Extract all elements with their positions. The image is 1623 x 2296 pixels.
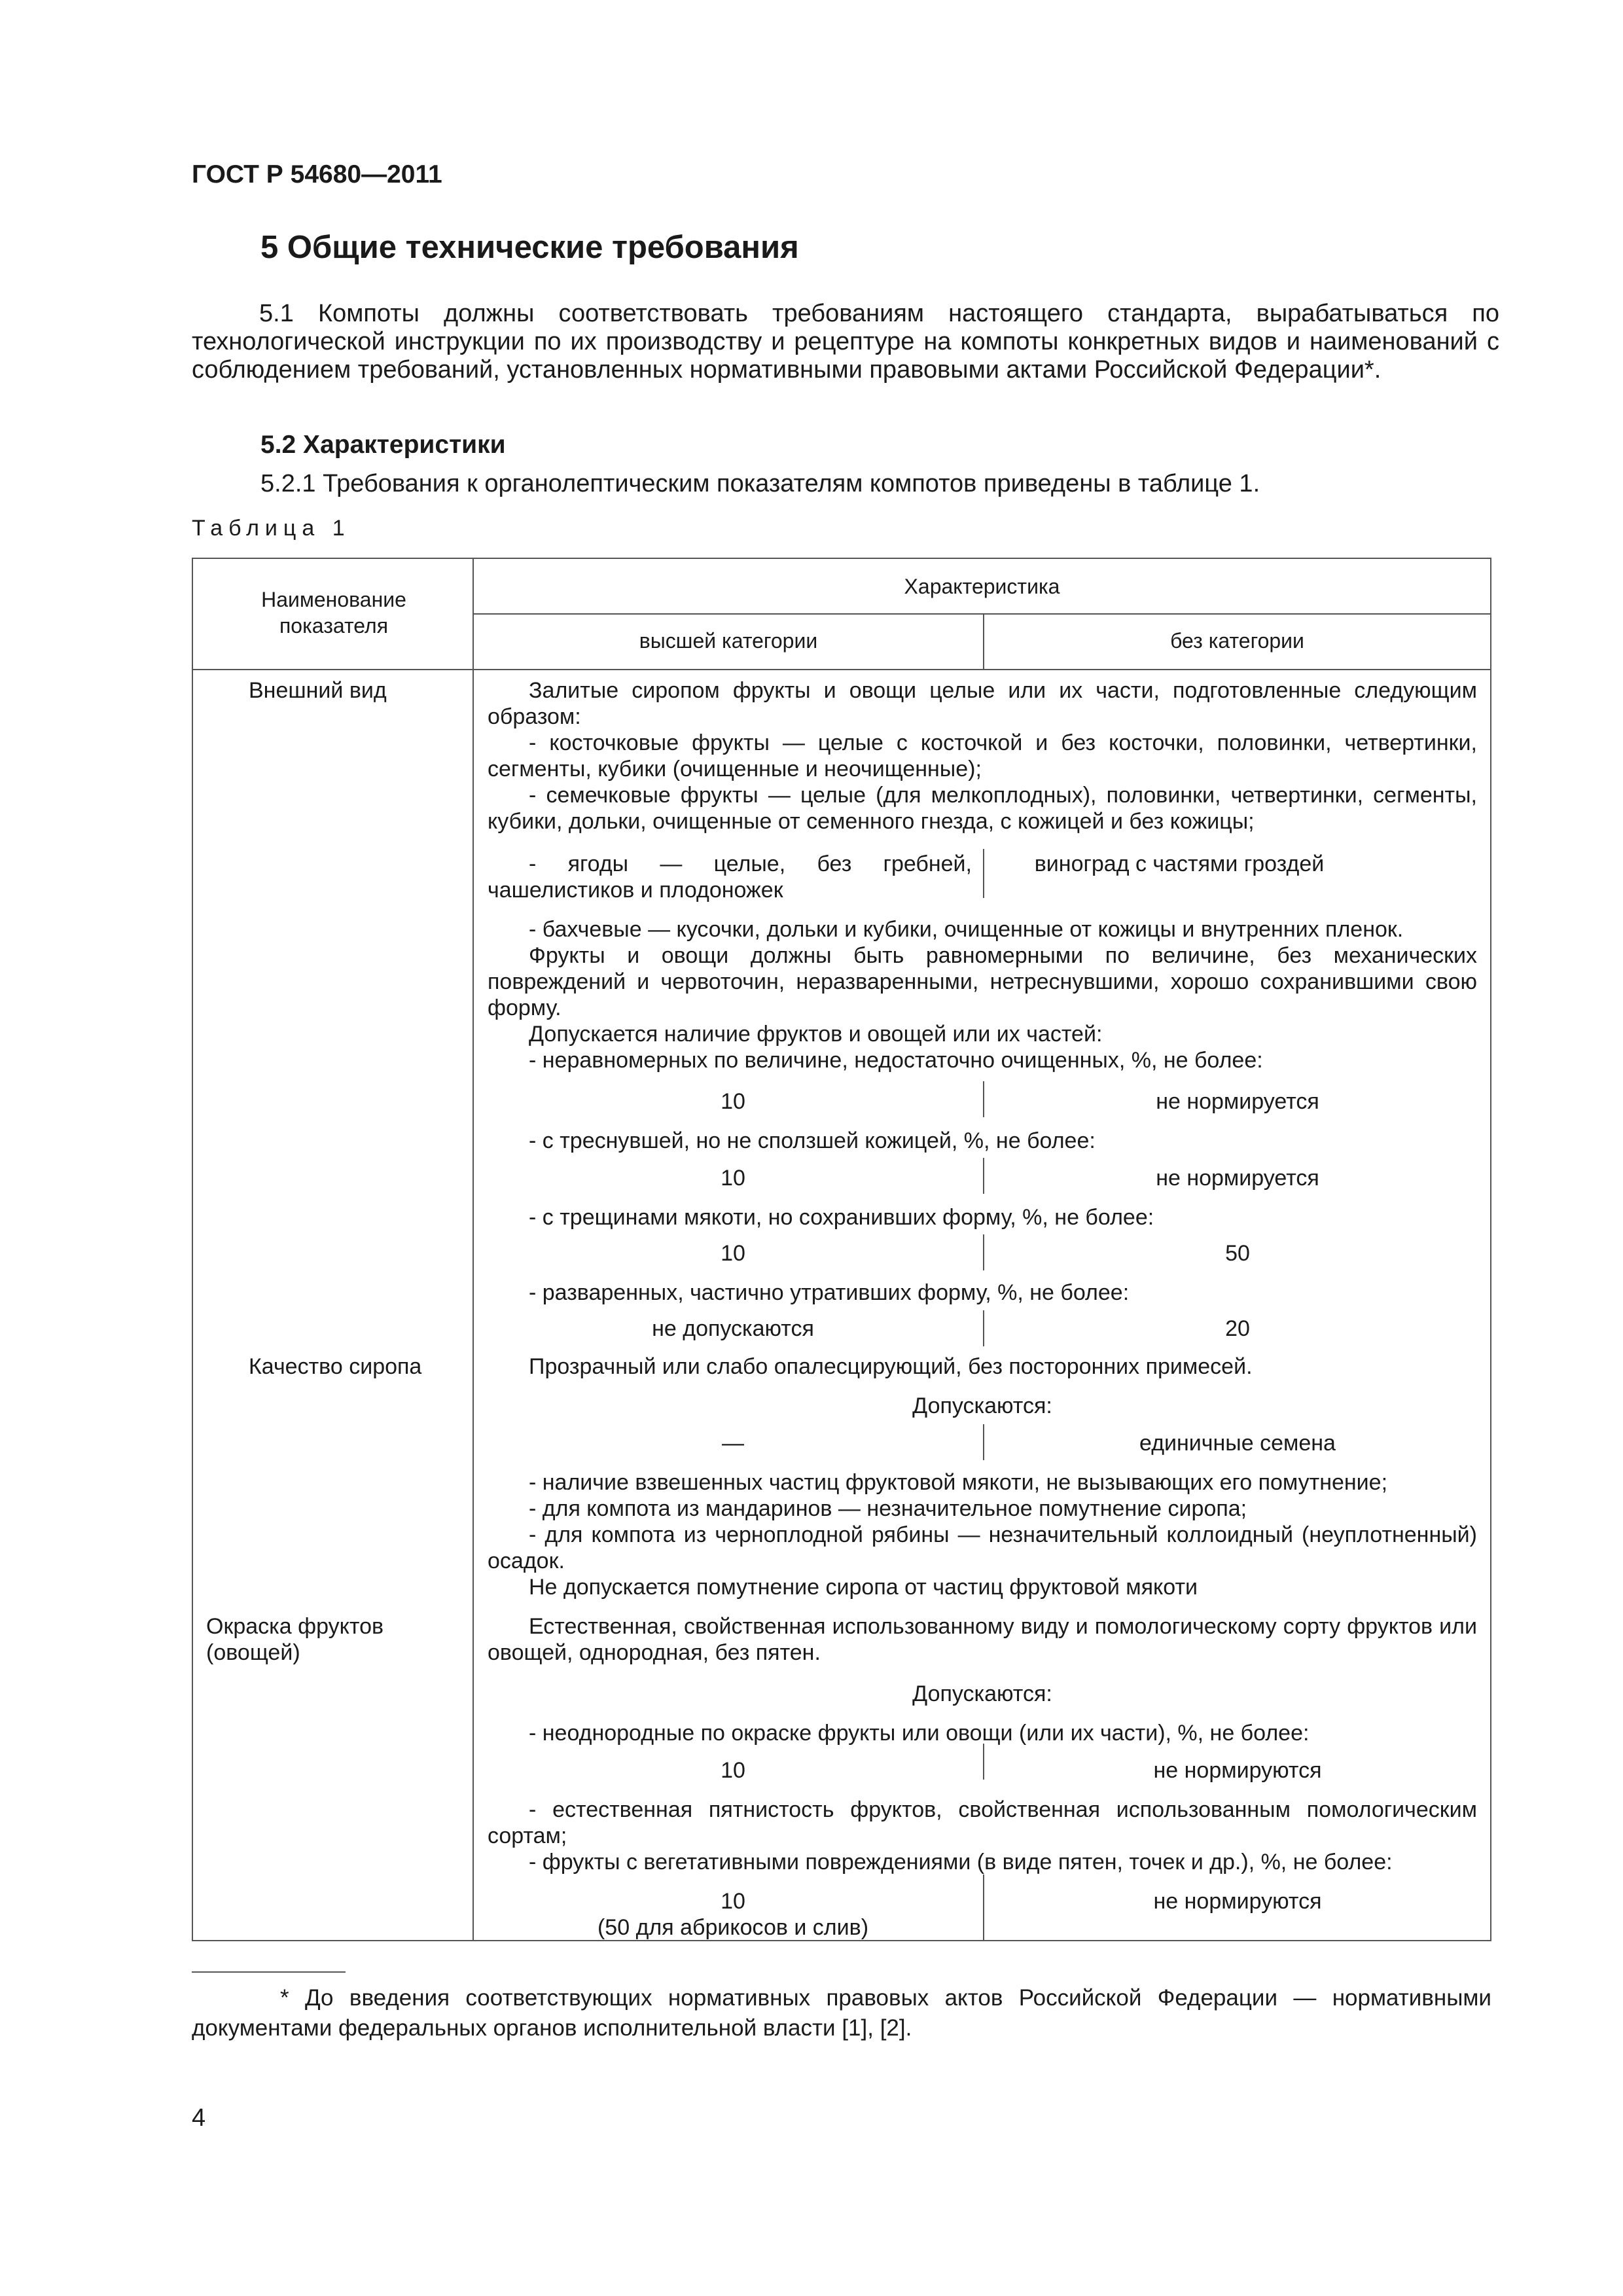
appearance-allowed: Допускается наличие фруктов и овощей или их частей: [529, 1022, 1103, 1047]
th-characteristic: Характеристика [904, 575, 1060, 598]
seeds-c2: единичные семена [1139, 1431, 1336, 1456]
pulp-c1: 10 [721, 1241, 745, 1266]
color-natural-text: Естественная, свойственная использованному виду и помологическому сорту фруктов или овощей, однородная, без пятен. [488, 1614, 1477, 1665]
appearance-melons: - бахчевые — кусочки, дольки и кубики, очищенные от кожицы и внутренних пленок. [529, 917, 1404, 942]
appearance-uneven: - неравномерных по величине, недостаточно очищенных, %, не более: [529, 1048, 1263, 1073]
paragraph-5-2-1: 5.2.1 Требования к органолептическим показателям компотов приведены в таблице 1. [260, 470, 1260, 497]
nonuni-c2: не нормируются [1153, 1758, 1322, 1783]
pulp-c2: 50 [1225, 1241, 1250, 1266]
label-color-1: Окраска фруктов [206, 1614, 384, 1639]
appearance-pome: - семечковые фрукты — целые (для мелкоплодных), половинки, четвертинки, сегменты, кубики, дольки, очищенные от семенного гнезда, с кожицей и без кожицы; [488, 783, 1477, 834]
th-no-category: без категории [1170, 629, 1304, 653]
syrup-no-turbid: Не допускается помутнение сиропа от частиц фруктовой мякоти [529, 1575, 1198, 1600]
color-nonuniform-text: - неоднородные по окраске фрукты или овощи (или их части), %, не более: [529, 1721, 1310, 1746]
page-number: 4 [192, 2104, 206, 2132]
label-appearance: Внешний вид [249, 678, 387, 703]
veg-c2: не нормируются [1153, 1889, 1322, 1914]
subsection-title: 5.2 Характеристики [260, 431, 506, 459]
appearance-text [488, 677, 1477, 834]
section-title: 5 Общие технические требования [260, 230, 799, 265]
color-text-2 [488, 1797, 1477, 1875]
appearance-uniform: Фрукты и овощи должны быть равномерными по величине, без механических повреждений и червоточин, неразваренными, нетреснувшими, хорошо сохранившими свою форму. [488, 943, 1477, 1020]
table-caption: Таблица 1 [192, 516, 351, 541]
berries-c1: - ягоды — целые, без гребней, чашелистиков и плодоножек [488, 852, 972, 903]
appearance-pulp [488, 1204, 1477, 1230]
syrup-suspended: - наличие взвешенных частиц фруктовой мякоти, не вызывающих его помутнение; [529, 1470, 1388, 1495]
label-color [206, 1613, 458, 1666]
color-spotting: - естественная пятнистость фруктов, свойственная использованным помологическим сортам; [488, 1797, 1477, 1848]
uneven-c2: не нормируется [1156, 1089, 1319, 1114]
syrup-allowed: Допускаются: [912, 1393, 1052, 1418]
color-vegetative: - фрукты с вегетативными повреждениями (в виде пятен, точек и др.), %, не более: [529, 1850, 1393, 1874]
label-syrup: Качество сиропа [249, 1354, 422, 1379]
label-color-2: (овощей) [206, 1640, 300, 1665]
appearance-text-2 [488, 916, 1477, 1073]
syrup-clear [488, 1354, 1477, 1380]
document-header: ГОСТ Р 54680—2011 [192, 160, 442, 188]
appearance-cracked [488, 1128, 1477, 1154]
cracked-c1: 10 [721, 1166, 745, 1191]
color-allowed: Допускаются: [912, 1681, 1052, 1706]
table-divider-head-bottom [193, 669, 1490, 670]
over-c2: 20 [1225, 1316, 1250, 1341]
appearance-stone: - косточковые фрукты — целые с косточкой и без косточки, половинки, четвертинки, сегменты, кубики (очищенные и неочищенные); [488, 730, 1477, 781]
syrup-clear-text: Прозрачный или слабо опалесцирующий, без посторонних примесей. [529, 1354, 1253, 1379]
table-divider-head-mid [473, 613, 1490, 615]
pulp-text: - с трещинами мякоти, но сохранивших форму, %, не более: [529, 1205, 1154, 1230]
color-natural [488, 1613, 1477, 1666]
veg-c1b: (50 для абрикосов и слив) [597, 1915, 869, 1940]
table-divider-col1 [473, 559, 474, 1940]
overcooked-text: - разваренных, частично утративших форму, %, не более: [529, 1280, 1130, 1305]
th-indicator: Наименование показателя [261, 588, 406, 637]
uneven-c1: 10 [721, 1089, 745, 1114]
th-highest-category: высшей категории [639, 629, 818, 653]
syrup-chokeberry: - для компота из черноплодной рябины — незначительный коллоидный (неуплотненный) осадок. [488, 1522, 1477, 1573]
seeds-c1: — [722, 1431, 744, 1456]
color-nonuniform [488, 1720, 1477, 1746]
syrup-mandarin: - для компота из мандаринов — незначительное помутнение сиропа; [529, 1496, 1247, 1521]
syrup-text-2 [488, 1469, 1477, 1600]
footnote-rule [192, 1971, 346, 1973]
footnote: * До введения соответствующих нормативных правовых актов Российской Федерации — нормативными документами федеральных органов исполнительной власти [1], [2]. [192, 1985, 1491, 2041]
appearance-intro: Залитые сиропом фрукты и овощи целые или их части, подготовленные следующим образом: [488, 678, 1477, 729]
appearance-overcooked [488, 1280, 1477, 1306]
cracked-c2: не нормируется [1156, 1166, 1319, 1191]
berries-c2: виноград с частями гроздей [1034, 852, 1325, 876]
cracked-text: - с треснувшей, но не сползшей кожицей, %, не более: [529, 1128, 1096, 1153]
paragraph-5-1: 5.1 Компоты должны соответствовать требованиям настоящего стандарта, вырабатываться по технологической инструкции по их производству и рецептуре на компоты конкретных видов и наименований с соблюдением требований, установленных нормативными правовыми актами Российской Федерации*. [192, 300, 1499, 384]
over-c1: не допускаются [652, 1316, 814, 1341]
veg-c1: 10 [721, 1889, 745, 1914]
nonuni-c1: 10 [721, 1758, 745, 1783]
